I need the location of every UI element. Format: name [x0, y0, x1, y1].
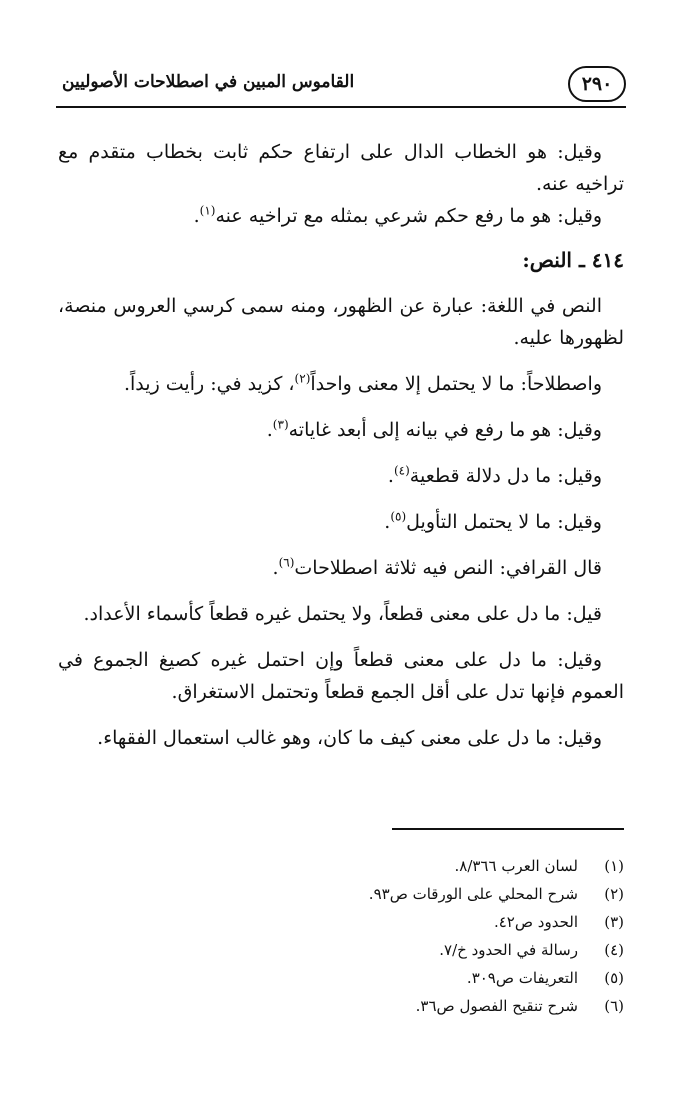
paragraph [58, 598, 624, 630]
footnote-ref[interactable]: (٤) [393, 463, 410, 478]
main-text [58, 136, 624, 754]
paragraph-tail: ، كزيد في: رأيت زيداً. [123, 373, 295, 395]
paragraph-text: وقيل: هو الخطاب الدال على ارتفاع حكم ثابت بخطاب متقدم مع تراخيه عنه. [58, 141, 624, 195]
footnote-text: شرح المحلي على الورقات ص٩٣. [368, 885, 578, 903]
footnote-number: (٥) [604, 969, 624, 987]
footnote-text: الحدود ص٤٢. [493, 913, 578, 931]
paragraph-tail: . [272, 557, 279, 579]
paragraph-text: وقيل: هو ما رفع حكم شرعي بمثله مع تراخيه عنه [215, 205, 602, 227]
footnote-number: (٤) [604, 941, 624, 959]
paragraph-text: وقيل: ما دل دلالة قطعية [409, 465, 602, 487]
page-header [56, 62, 626, 108]
footnote-text: شرح تنقيح الفصول ص٣٦. [415, 997, 578, 1015]
paragraph [58, 506, 624, 538]
paragraph-tail: . [384, 511, 391, 533]
footnote-text: التعريفات ص٣٠٩. [466, 969, 578, 987]
paragraph [58, 414, 624, 446]
header-rule [56, 106, 626, 108]
footnote-number: (٦) [604, 997, 624, 1015]
paragraph-tail: . [387, 465, 394, 487]
paragraph-text: وقيل: ما دل على معنى كيف ما كان، وهو غالب استعمال الفقهاء. [97, 727, 602, 749]
running-title: القاموس المبين في اصطلاحات الأصوليين [62, 72, 355, 92]
paragraph [58, 290, 624, 354]
footnote-item [60, 964, 624, 992]
paragraph-text: وقيل: هو ما رفع في بيانه إلى أبعد غاياته [288, 419, 602, 441]
footnote-ref[interactable]: (٢) [294, 371, 311, 386]
footnote-item [60, 936, 624, 964]
footnote-separator [392, 828, 624, 830]
paragraph-text: قال القرافي: النص فيه ثلاثة اصطلاحات [294, 557, 602, 579]
footnote-ref[interactable]: (٥) [390, 509, 407, 524]
paragraph [58, 460, 624, 492]
footnote-ref[interactable]: (٦) [278, 555, 295, 570]
paragraph [58, 136, 624, 200]
footnote-text: رسالة في الحدود خ/٧. [439, 941, 578, 959]
paragraph [58, 200, 624, 232]
footnote-item [60, 908, 624, 936]
heading-text: ٤١٤ ـ النص: [522, 248, 624, 272]
paragraph-text: واصطلاحاً: ما لا يحتمل إلا معنى واحداً [310, 373, 602, 395]
paragraph [58, 644, 624, 708]
page-number: ٢٩٠ [568, 66, 626, 102]
paragraph-text: النص في اللغة: عبارة عن الظهور، ومنه سمى كرسي العروس منصة، لظهورها عليه. [58, 295, 624, 349]
paragraph [58, 722, 624, 754]
footnote-text: لسان العرب ٨/٣٦٦. [454, 857, 578, 875]
footnote-item [60, 880, 624, 908]
footnote-number: (٢) [604, 885, 624, 903]
footnote-number: (٣) [604, 913, 624, 931]
paragraph [58, 368, 624, 400]
footnote-ref[interactable]: (٣) [272, 417, 289, 432]
paragraph-text: وقيل: ما دل على معنى قطعاً وإن احتمل غيره كصيغ الجموع في العموم فإنها تدل على أقل الجمع قطعاً وتحتمل الاستغراق. [58, 649, 624, 703]
footnotes [60, 852, 624, 1020]
footnote-item [60, 992, 624, 1020]
section-heading [58, 244, 624, 276]
footnote-number: (١) [604, 857, 624, 875]
paragraph [58, 552, 624, 584]
paragraph-text: وقيل: ما لا يحتمل التأويل [406, 511, 602, 533]
paragraph-tail: . [266, 419, 273, 441]
paragraph-text: قيل: ما دل على معنى قطعاً، ولا يحتمل غيره قطعاً كأسماء الأعداد. [83, 603, 602, 625]
paragraph-tail: . [193, 205, 200, 227]
footnote-item [60, 852, 624, 880]
footnote-ref[interactable]: (١) [199, 203, 216, 218]
